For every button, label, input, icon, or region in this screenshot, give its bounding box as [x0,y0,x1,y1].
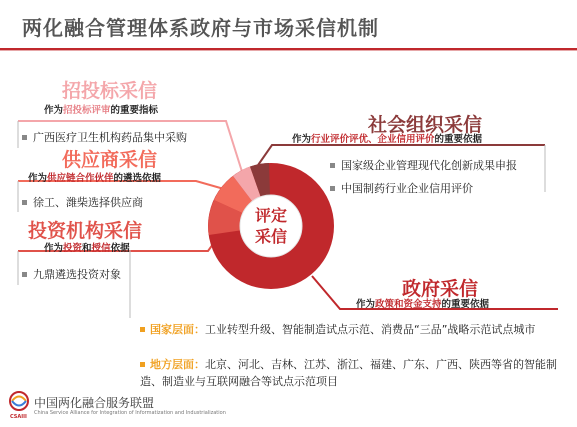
bullet-icon [140,327,145,332]
bullet-icon [22,200,27,205]
heading-zhaotoubiao: 招投标采信 [62,80,158,102]
logo-abbr: CSAIII [10,414,27,420]
list-item-zhaotoubiao: 广西医疗卫生机构药品集中采购 [22,129,187,145]
heading-zhengfu: 政府采信 [402,278,479,300]
heading-touzi: 投资机构采信 [28,220,143,242]
bullet-icon [22,272,27,277]
desc-zhaotoubiao: 作为招投标评审的重要指标 [44,105,159,116]
heading-shehui: 社会组织采信 [368,114,483,136]
note-national: 国家层面：工业转型升级、智能制造试点示范、消费品“三品”战略示范试点城市 [140,321,565,338]
alliance-logo-icon [6,390,32,414]
desc-touzi: 作为投资和授信依据 [44,243,130,254]
logo-name: 中国两化融合服务联盟 [34,396,155,410]
logo-english: China Service Alliance for Integration of Informatization and Industrialization [34,410,226,416]
note-local: 地方层面：北京、河北、吉林、江苏、浙江、福建、广东、广西、陕西等省的智能制造、制造业与互联网融合等试点示范项目 [140,358,557,388]
donut-chart [208,163,334,289]
list-item-touzi: 九鼎遴选投资对象 [22,266,121,282]
center-line1: 评定 [254,206,288,225]
desc-zhengfu: 作为政策和资金支持的重要依据 [356,299,490,310]
desc-gongyingshang: 作为供应链合作伙伴的遴选依据 [28,173,162,184]
bullet-icon [140,362,145,367]
heading-gongyingshang: 供应商采信 [62,149,158,171]
desc-shehui: 作为行业评价评优、企业信用评价的重要依据 [292,134,483,145]
bullet-icon [330,186,335,191]
list-item-gongyingshang: 徐工、潍柴选择供应商 [22,194,143,210]
center-line2: 采信 [254,227,288,246]
list-item-shehui-1: 国家级企业管理现代化创新成果申报 [330,157,517,173]
bullet-icon [22,135,27,140]
bullet-icon [330,163,335,168]
list-item-shehui-2: 中国制药行业企业信用评价 [330,180,473,196]
page-title: 两化融合管理体系政府与市场采信机制 [22,16,379,40]
donut-hole [240,195,302,257]
